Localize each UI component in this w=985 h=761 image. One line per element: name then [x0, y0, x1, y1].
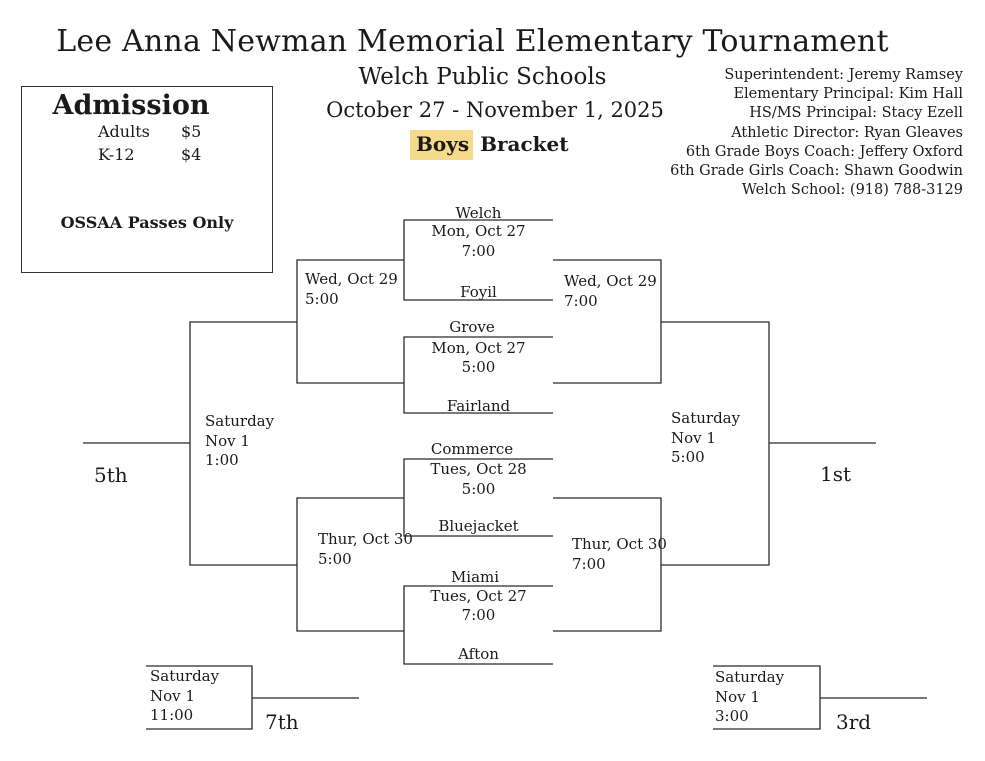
thur-right-time: 7:00 [572, 554, 606, 573]
third-place-schedule [715, 668, 784, 727]
staff-list [670, 66, 963, 200]
game1-day: Mon, Oct 27 [431, 222, 526, 240]
bracket-word: Bracket [480, 132, 569, 156]
first-place-label: 1st [820, 462, 852, 486]
game1-bottom-team: Foyil [460, 283, 497, 301]
third-date: Nov 1 [715, 687, 760, 706]
game4-bottom-team: Afton [458, 645, 499, 663]
admission-adults-label: Adults [98, 122, 150, 141]
seventh-place-label: 7th [265, 710, 299, 734]
first-time: 5:00 [671, 448, 705, 466]
first-date: Nov 1 [671, 428, 716, 447]
game1-time: 7:00 [461, 242, 496, 260]
game2-day: Mon, Oct 27 [431, 339, 526, 357]
thur-left-time: 5:00 [318, 549, 352, 568]
fifth-place-label: 5th [94, 463, 128, 487]
bracket-heading [410, 132, 569, 156]
thur-right-day: Thur, Oct 30 [572, 535, 667, 553]
wed-right-schedule [564, 272, 657, 311]
fifth-day: Saturday [205, 412, 275, 430]
game2-top-team: Grove [449, 318, 495, 336]
staff-line: 6th Grade Boys Coach: Jeffery Oxford [685, 143, 963, 160]
third-time: 3:00 [715, 707, 749, 725]
staff-line: HS/MS Principal: Stacy Ezell [749, 105, 963, 122]
game4-time: 7:00 [461, 606, 496, 624]
game4-top-team: Miami [450, 568, 500, 586]
staff-line: Welch School: (918) 788-3129 [741, 182, 963, 199]
thur-left-day: Thur, Oct 30 [318, 530, 413, 548]
game2-time: 5:00 [461, 358, 496, 376]
admission-note: OSSAA Passes Only [60, 213, 234, 232]
game4-day: Tues, Oct 27 [430, 587, 527, 605]
game1-top-team: Welch [455, 204, 502, 222]
seventh-place-schedule [150, 667, 219, 726]
championship-schedule [671, 409, 740, 468]
thur-left-schedule [318, 530, 413, 569]
third-place-label: 3rd [836, 710, 872, 734]
staff-line: Superintendent: Jeremy Ramsey [724, 67, 963, 83]
game3-day: Tues, Oct 28 [430, 460, 527, 478]
first-day: Saturday [671, 409, 741, 427]
tournament-dates: October 27 - November 1, 2025 [326, 98, 664, 122]
game3-time: 5:00 [461, 480, 496, 498]
fifth-time: 1:00 [205, 451, 239, 469]
wed-left-time: 5:00 [305, 289, 339, 308]
bracket-gender: Boys [410, 130, 473, 160]
page-title: Lee Anna Newman Memorial Elementary Tournament [56, 24, 889, 59]
fifth-place-schedule [205, 412, 274, 471]
wed-left-day: Wed, Oct 29 [305, 270, 398, 288]
staff-line: Elementary Principal: Kim Hall [733, 86, 963, 103]
wed-right-time: 7:00 [564, 291, 598, 310]
seventh-day: Saturday [150, 667, 220, 685]
school-name: Welch Public Schools [358, 64, 607, 90]
seventh-time: 11:00 [150, 706, 194, 724]
admission-title: Admission [52, 90, 210, 121]
game3-top-team: Commerce [430, 440, 514, 458]
staff-line: 6th Grade Girls Coach: Shawn Goodwin [670, 163, 963, 180]
seventh-date: Nov 1 [150, 686, 195, 705]
wed-right-day: Wed, Oct 29 [564, 272, 657, 290]
game2-bottom-team: Fairland [446, 397, 511, 415]
third-day: Saturday [715, 668, 785, 686]
wed-left-schedule [305, 270, 398, 309]
admission-k12-price: $4 [181, 145, 202, 164]
game3-bottom-team: Bluejacket [438, 517, 519, 535]
admission-adults-price: $5 [181, 122, 202, 141]
fifth-date: Nov 1 [205, 431, 250, 450]
thur-right-schedule [572, 535, 667, 574]
staff-line: Athletic Director: Ryan Gleaves [731, 124, 963, 141]
admission-k12-label: K-12 [98, 145, 135, 164]
